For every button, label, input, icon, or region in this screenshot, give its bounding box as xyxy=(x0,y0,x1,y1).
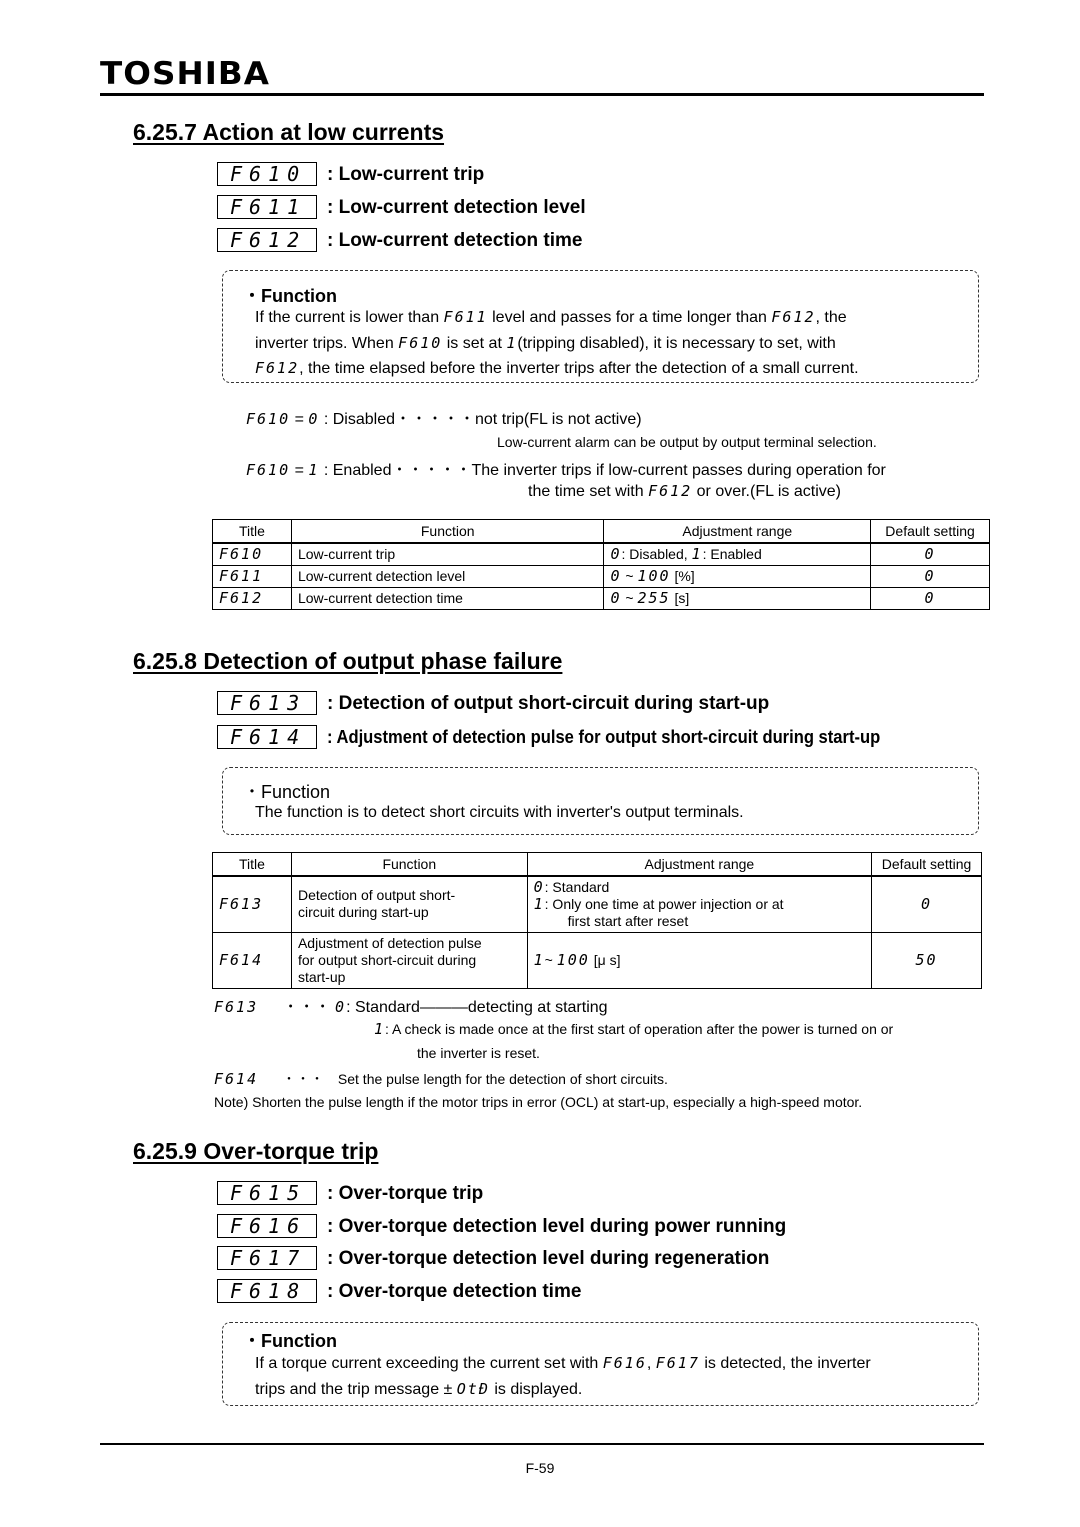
param-label-detection-level: : Low-current detection level xyxy=(327,197,586,218)
table-row: F610 Low-current trip 0: Disabled, 1: Enabled 0 xyxy=(213,543,990,565)
setting-enabled-cont: the time set with F612 or over.(FL is active) xyxy=(528,482,841,500)
function-heading: ・Function xyxy=(243,286,337,306)
col-header-function: Function xyxy=(291,853,527,877)
note-f613-option1-cont: the inverter is reset. xyxy=(417,1045,540,1061)
param-label-low-current-trip: : Low-current trip xyxy=(327,164,485,185)
section-title-6-25-9: 6.25.9 Over-torque trip xyxy=(133,1138,379,1164)
col-header-default: Default setting xyxy=(871,520,990,544)
function-text: The function is to detect short circuits with inverter's output terminals. xyxy=(255,804,744,821)
param-box-f611: F611 xyxy=(217,195,317,219)
table-row: F613 Detection of output short- circuit during start-up 0: Standard 1: Only one time at power injection or at first start after reset 0 xyxy=(213,876,982,932)
param-box-f613: F613 xyxy=(217,691,317,715)
setting-disabled: F610 = 0 : Disabled・・・・・not trip(FL is not active) xyxy=(246,410,642,428)
function-box-low-current xyxy=(222,270,979,383)
param-label-over-torque-trip: : Over-torque trip xyxy=(327,1183,484,1204)
param-label-pulse-adjust: : Adjustment of detection pulse for output short-circuit during start-up xyxy=(327,727,881,747)
note-f613: F613 ・・・ 0: Standard———detecting at starting xyxy=(214,998,608,1016)
param-box-f614: F614 xyxy=(217,725,317,749)
header-rule xyxy=(100,93,984,96)
param-label-level-regeneration: : Over-torque detection level during regeneration xyxy=(327,1248,770,1269)
param-table-low-current xyxy=(212,519,990,610)
section-title-6-25-7: 6.25.7 Action at low currents xyxy=(133,119,445,145)
col-header-title: Title xyxy=(213,520,292,544)
param-label-short-circuit-detect: : Detection of output short-circuit during start-up xyxy=(327,693,770,714)
param-label-detection-time: : Over-torque detection time xyxy=(327,1281,582,1302)
col-header-title: Title xyxy=(213,853,292,877)
function-heading: ・Function xyxy=(243,782,331,802)
note-pulse-length: Note) Shorten the pulse length if the motor trips in error (OCL) at start-up, especially a high-speed motor. xyxy=(214,1094,863,1110)
table-row: F614 Adjustment of detection pulse for output short-circuit during start-up 1~ 100 [μ s] 50 xyxy=(213,932,982,988)
function-heading: ・Function xyxy=(243,1331,337,1351)
setting-enabled: F610 = 1 : Enabled・・・・・The inverter trips if low-current passes during operation for xyxy=(246,461,886,479)
col-header-default: Default setting xyxy=(872,853,982,877)
param-box-f615: F615 xyxy=(217,1181,317,1205)
function-text: If a torque current exceeding the current set with F616, F617 is detected, the inverter trips and the trip message ± OtĐ is displayed. xyxy=(255,1354,871,1398)
param-box-f612: F612 xyxy=(217,228,317,252)
page-number: F-59 xyxy=(525,1460,555,1476)
section-title-6-25-8: 6.25.8 Detection of output phase failure xyxy=(133,648,563,674)
param-table-phase-failure xyxy=(212,852,982,989)
setting-note: Low-current alarm can be output by output terminal selection. xyxy=(497,434,877,450)
table-row: F612 Low-current detection time 0 ~ 255 [s] 0 xyxy=(213,587,990,609)
function-box-phase-failure xyxy=(222,767,979,835)
note-f614: F614 ・・・ Set the pulse length for the detection of short circuits. xyxy=(214,1070,668,1088)
param-label-detection-time: : Low-current detection time xyxy=(327,230,583,251)
param-label-level-power-running: : Over-torque detection level during power running xyxy=(327,1216,787,1237)
param-box-f617: F617 xyxy=(217,1246,317,1270)
param-box-f618: F618 xyxy=(217,1279,317,1303)
brand-logo: TOSHIBA xyxy=(100,56,271,92)
function-text: If the current is lower than F611 level and passes for a time longer than F612, the inverter trips. When F610 is set at 1(tripping disabled), it is necessary to set, with F612, the time elapsed before the inverter trips after the detection of a small current. xyxy=(255,308,859,377)
col-header-function: Function xyxy=(291,520,604,544)
footer-rule xyxy=(100,1443,984,1445)
table-row: F611 Low-current detection level 0 ~ 100 [%] 0 xyxy=(213,565,990,587)
param-box-f610: F610 xyxy=(217,162,317,186)
col-header-range: Adjustment range xyxy=(604,520,871,544)
col-header-range: Adjustment range xyxy=(527,853,871,877)
function-box-over-torque xyxy=(222,1322,979,1406)
note-f613-option1: 1: A check is made once at the first start of operation after the power is turned on or xyxy=(374,1020,894,1038)
param-box-f616: F616 xyxy=(217,1214,317,1238)
